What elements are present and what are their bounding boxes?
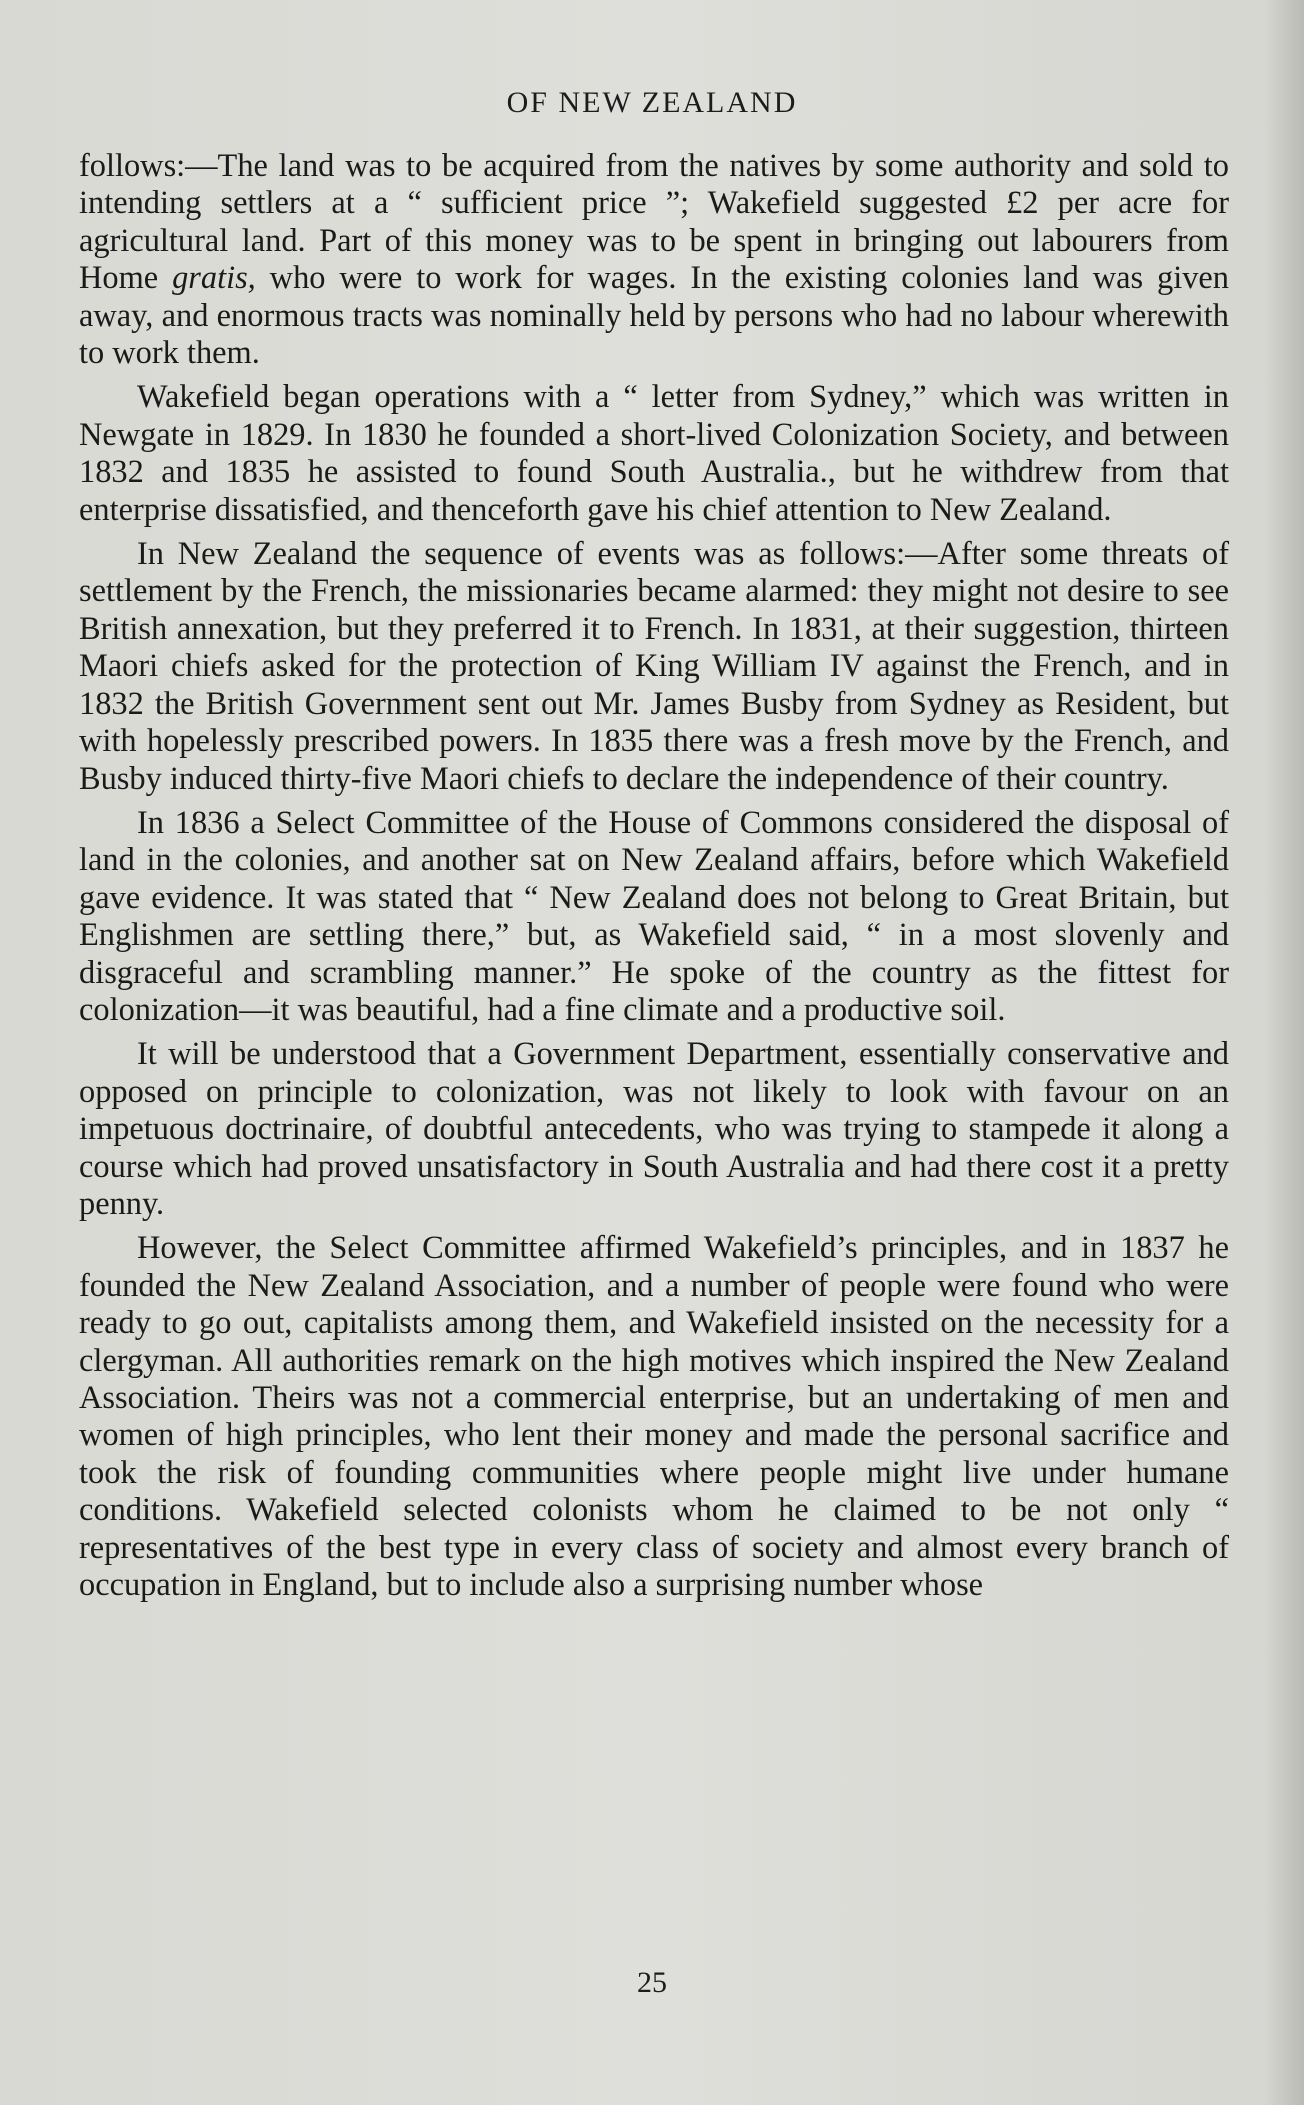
page-edge-shadow	[1264, 0, 1304, 2105]
paragraph-4: In 1836 a Select Committee of the House of Commons considered the disposal of land in the colonies, and another sat on New Zealand affairs, before which Wakefield gave evidence. It was stated that “ New Zealand does not belong to Great Britain, but Englishmen are settling there,” but, as Wakefield said, “ in a most slovenly and disgraceful and scrambling manner.” He spoke of the country as the fittest for colonization—it was beautiful, had a fine climate and a productive soil.	[79, 804, 1229, 1028]
paragraph-6: However, the Select Committee affirmed Wakefield’s principles, and in 1837 he founded the New Zealand Association, and a number of people were found who were ready to go out, capitalists among them, and Wakefield insisted on the necessity for a clergyman. All authorities remark on the high motives which inspired the New Zealand Association. Theirs was not a commercial enterprise, but an undertaking of men and women of high principles, who lent their money and made the personal sacrifice and took the risk of founding communities where people might live under humane conditions. Wakefield selected colonists whom he claimed to be not only “ representatives of the best type in every class of society and almost every branch of occupation in England, but to include also a surprising number whose	[79, 1230, 1229, 1604]
running-head: OF NEW ZEALAND	[506, 86, 798, 119]
paragraph-1-before: follows:—The land was to be acquired from the natives by some authority and sold to intending settlers at a “ sufficient price ”; Wakefield suggested £2 per acre for agricultural land. Part of this money was to be spent in bringing out labourers from Home	[79, 148, 1229, 297]
paragraph-1	[79, 148, 1229, 372]
paragraph-2: Wakefield began operations with a “ letter from Sydney,” which was written in Newgate in 1829. In 1830 he founded a short-lived Colonization Society, and between 1832 and 1835 he assisted to found South Australia., but he withdrew from that enterprise dissatisfied, and thenceforth gave his chief attention to New Zealand.	[79, 379, 1229, 528]
paragraph-1-italic: gratis,	[172, 260, 256, 297]
paragraph-1-after: who were to work for wages. In the existing colonies land was given away, and enormous tracts was nominally held by persons who had no labour wherewith to work them.	[79, 260, 1230, 372]
page-number: 25	[637, 1966, 667, 1999]
paragraph-5: It will be understood that a Government Department, essentially conservative and opposed on principle to colonization, was not likely to look with favour on an impetuous doctrinaire, of doubtful antecedents, who was trying to stampede it along a course which had proved unsatisfactory in South Australia and had there cost it a pretty penny.	[79, 1036, 1229, 1222]
paragraph-3: In New Zealand the sequence of events was as follows:—After some threats of settlement by the French, the missionaries became alarmed: they might not desire to see British annexation, but they preferred it to French. In 1831, at their suggestion, thirteen Maori chiefs asked for the protection of King William IV against the French, and in 1832 the British Government sent out Mr. James Busby from Sydney as Resident, but with hopelessly prescribed powers. In 1835 there was a fresh move by the French, and Busby induced thirty-five Maori chiefs to declare the independence of their country.	[79, 536, 1229, 797]
body-text	[79, 148, 1229, 1611]
